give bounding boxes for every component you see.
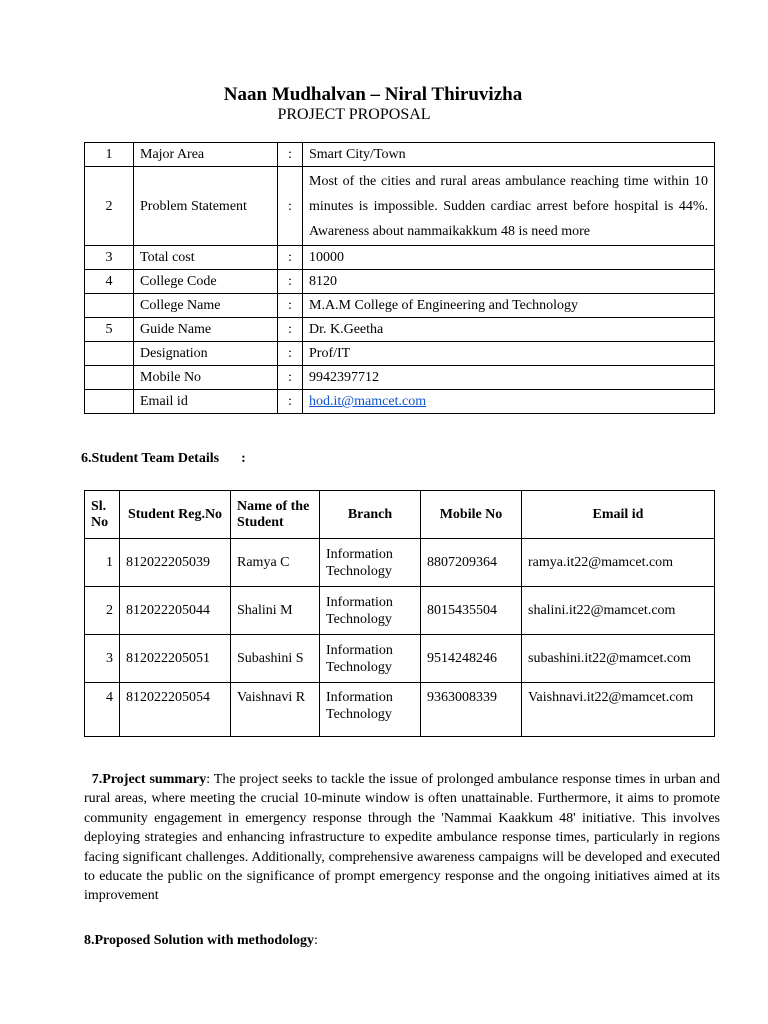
project-summary-text: : The project seeks to tackle the issue of prolonged ambulance response times in urban and rural areas, where meeting the crucial 10-minute window is often unattainable. Furthermore, it aims to promote community engagement in emergency response through the 'Nammai Kaakkum 48' initiative. This involves deploying strategies and enhancing infrastructure to expedite ambulance response times, particularly in regions facing significant challenges. Additionally, comprehensive awareness campaigns will be developed and executed to educate the public on the significance of prompt emergency response and the ongoing initiatives aimed at its improvement <box>84 772 721 904</box>
cell-email: ramya.it22@mamcet.com <box>522 539 715 587</box>
cell-reg-no: 812022205051 <box>120 635 231 683</box>
cell-student-name: Subashini S <box>231 635 320 683</box>
table-row <box>85 270 715 294</box>
column-header-branch: Branch <box>320 491 421 539</box>
row-label: Guide Name <box>134 318 278 342</box>
row-label: Mobile No <box>134 366 278 390</box>
column-header-email: Email id <box>522 491 715 539</box>
row-label: College Code <box>134 270 278 294</box>
project-summary-label: 7.Project summary <box>91 772 207 787</box>
table-row <box>85 390 715 414</box>
row-separator: : <box>278 167 303 246</box>
row-value: 8120 <box>303 270 715 294</box>
proposal-table <box>84 142 715 414</box>
table-row <box>85 143 715 167</box>
row-number: 2 <box>85 167 134 246</box>
row-value: Smart City/Town <box>303 143 715 167</box>
row-separator: : <box>278 246 303 270</box>
row-label: Problem Statement <box>134 167 278 246</box>
cell-sl: 4 <box>85 683 120 737</box>
column-header-reg-no: Student Reg.No <box>120 491 231 539</box>
row-number <box>85 390 134 414</box>
row-number: 5 <box>85 318 134 342</box>
cell-reg-no: 812022205054 <box>120 683 231 737</box>
student-team-table <box>84 490 715 737</box>
row-value <box>303 390 715 414</box>
cell-mobile: 9363008339 <box>421 683 522 737</box>
document-subtitle: PROJECT PROPOSAL <box>277 106 431 123</box>
row-separator: : <box>278 318 303 342</box>
cell-mobile: 8015435504 <box>421 587 522 635</box>
row-value: Prof/IT <box>303 342 715 366</box>
row-number: 4 <box>85 270 134 294</box>
cell-student-name: Vaishnavi R <box>231 683 320 737</box>
column-header-mobile: Mobile No <box>421 491 522 539</box>
document-title: Naan Mudhalvan – Niral Thiruvizha <box>223 84 523 105</box>
team-heading-text: 6.Student Team Details <box>81 451 220 466</box>
project-summary <box>84 770 720 906</box>
cell-reg-no: 812022205039 <box>120 539 231 587</box>
row-label: Email id <box>134 390 278 414</box>
row-value: M.A.M College of Engineering and Technology <box>303 294 715 318</box>
cell-sl: 2 <box>85 587 120 635</box>
table-row <box>85 635 715 683</box>
row-label: College Name <box>134 294 278 318</box>
row-label: Major Area <box>134 143 278 167</box>
table-row <box>85 342 715 366</box>
table-row <box>85 246 715 270</box>
proposed-solution-heading <box>84 933 318 949</box>
problem-statement-value: Most of the cities and rural areas ambulance reaching time within 10 minutes is impossible. Sudden cardiac arrest before hospital is 44%. Awareness about nammaikakkum 48 is need more <box>303 167 715 246</box>
table-row <box>85 683 715 737</box>
table-row <box>85 318 715 342</box>
cell-email: Vaishnavi.it22@mamcet.com <box>522 683 715 737</box>
row-number <box>85 366 134 390</box>
row-number <box>85 342 134 366</box>
cell-student-name: Ramya C <box>231 539 320 587</box>
row-separator: : <box>278 390 303 414</box>
row-label: Designation <box>134 342 278 366</box>
cell-student-name: Shalini M <box>231 587 320 635</box>
table-header-row <box>85 491 715 539</box>
cell-branch: Information Technology <box>320 635 421 683</box>
cell-reg-no: 812022205044 <box>120 587 231 635</box>
table-row <box>85 294 715 318</box>
row-value: 9942397712 <box>303 366 715 390</box>
row-label: Total cost <box>134 246 278 270</box>
cell-branch: Information Technology <box>320 539 421 587</box>
column-header-sl: Sl. No <box>85 491 120 539</box>
row-value: 10000 <box>303 246 715 270</box>
column-header-student-name: Name of the Student <box>231 491 320 539</box>
row-number: 1 <box>85 143 134 167</box>
row-separator: : <box>278 366 303 390</box>
table-row <box>85 167 715 246</box>
row-number <box>85 294 134 318</box>
row-separator: : <box>278 294 303 318</box>
cell-branch: Information Technology <box>320 683 421 737</box>
cell-sl: 3 <box>85 635 120 683</box>
team-heading-colon: : <box>241 451 246 466</box>
row-value: Dr. K.Geetha <box>303 318 715 342</box>
cell-sl: 1 <box>85 539 120 587</box>
guide-email-link[interactable]: hod.it@mamcet.com <box>309 394 427 409</box>
row-separator: : <box>278 143 303 167</box>
row-number: 3 <box>85 246 134 270</box>
cell-email: shalini.it22@mamcet.com <box>522 587 715 635</box>
proposed-solution-label: 8.Proposed Solution with methodology <box>84 933 314 948</box>
row-separator: : <box>278 342 303 366</box>
cell-mobile: 9514248246 <box>421 635 522 683</box>
table-row <box>85 587 715 635</box>
team-details-heading <box>81 451 246 467</box>
table-row <box>85 539 715 587</box>
row-separator: : <box>278 270 303 294</box>
proposed-solution-colon: : <box>314 933 318 948</box>
table-row <box>85 366 715 390</box>
cell-branch: Information Technology <box>320 587 421 635</box>
cell-mobile: 8807209364 <box>421 539 522 587</box>
cell-email: subashini.it22@mamcet.com <box>522 635 715 683</box>
